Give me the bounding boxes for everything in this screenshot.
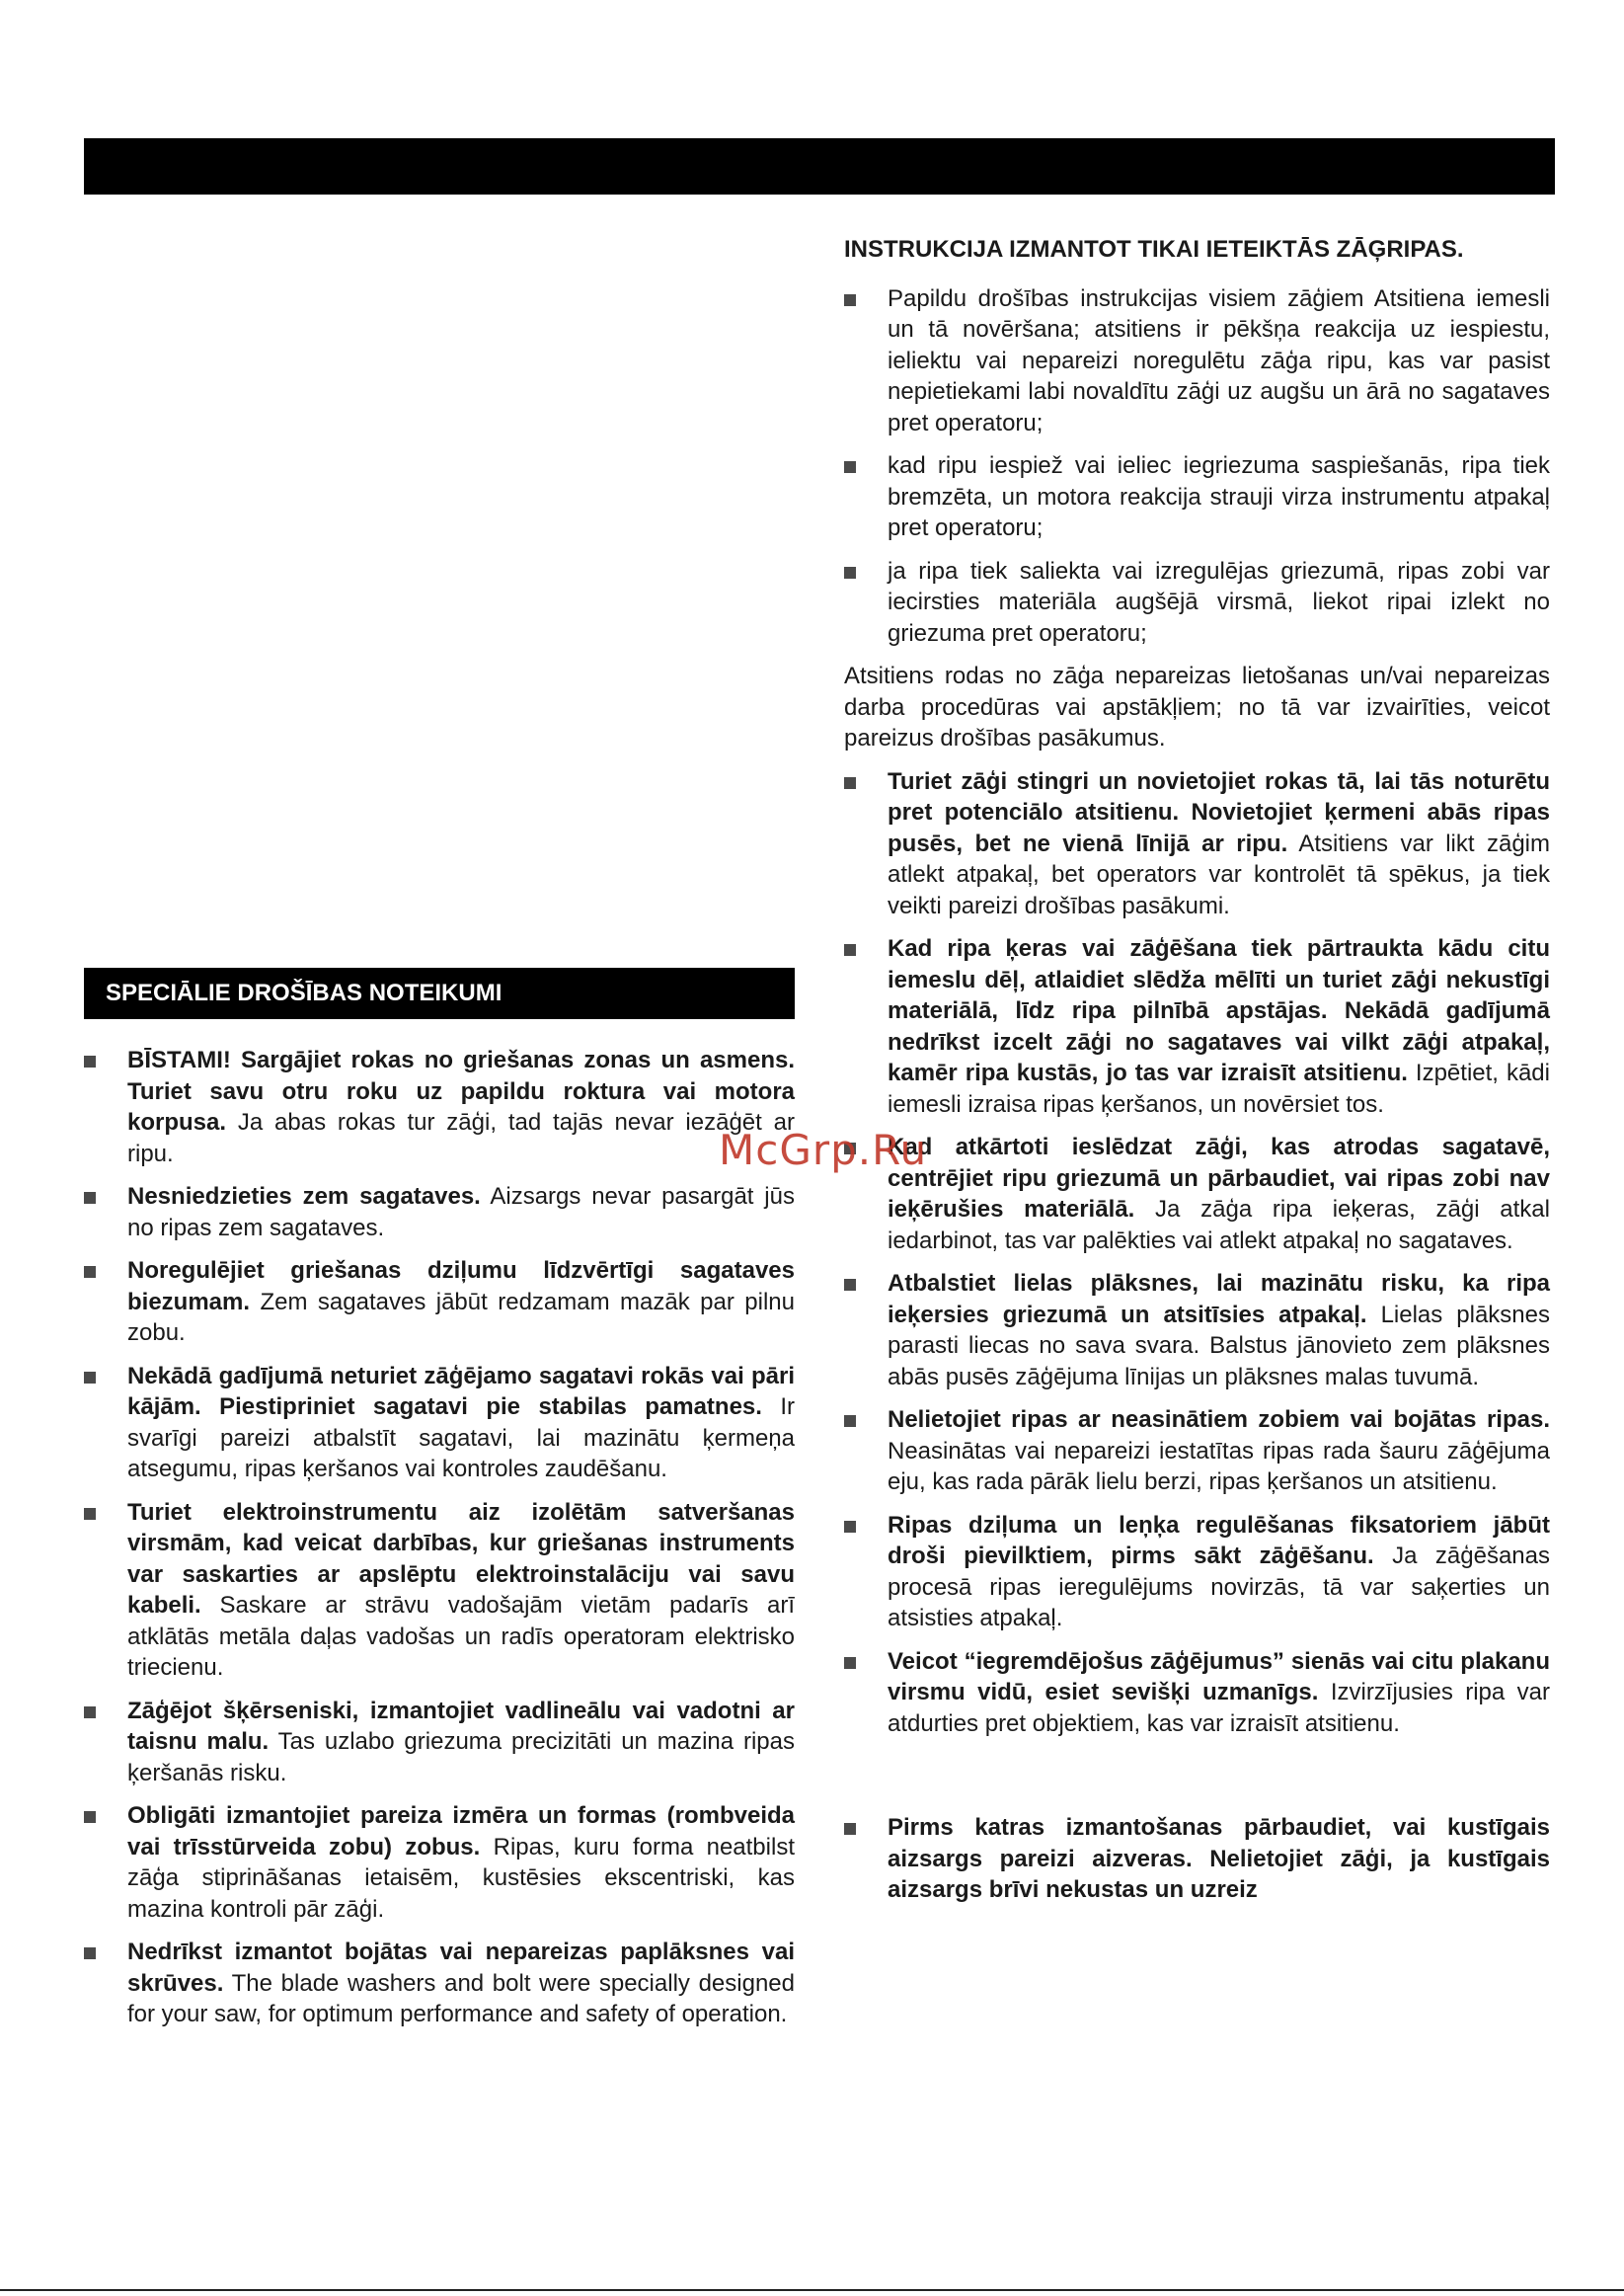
square-bullet-icon: [844, 567, 856, 579]
kickback-prevention-list: [844, 766, 1550, 1740]
square-bullet-icon: [844, 1657, 856, 1669]
item-bold-text: Nedrīkst izmantot bojātas vai nepareizas paplāksnes vai skrūves.: [127, 1939, 795, 1997]
item-text: Aizsargs nevar pasargāt jūs no ripas zem sagataves.: [127, 1183, 795, 1241]
square-bullet-icon: [84, 1192, 96, 1204]
item-bold-text: Pirms katras izmantošanas pārbaudiet, vai kustīgais aizsargs pareizi aizveras. Nelietojiet zāģi, ja kustīgais aizsargs brīvi nekustas un uzreiz: [888, 1814, 1550, 1903]
item-text: ja ripa tiek saliekta vai izregulējas griezumā, ripas zobi var iecirsties materiāla augšējā virsmā, liekot ripai izlekt no griezuma pret operatoru;: [888, 557, 1550, 647]
item-text: Ripas, kuru forma neatbilst zāģa stiprināšanas ietaisēm, kustēsies ekscentriski, kas mazina kontroli pār zāģi.: [127, 1833, 795, 1923]
list-item: [84, 1497, 795, 1684]
watermark: McGrp.Ru: [719, 1126, 928, 1174]
item-text: Neasinātas vai nepareizi iestatītas ripas rada šauru zāģējuma eju, kas rada pārāk lielu berzi, ripas ķeršanos un atsitienu.: [888, 1437, 1550, 1495]
kickback-causes-list: [844, 283, 1550, 650]
item-text: Zem sagataves jābūt redzamam mazāk par pilnu zobu.: [127, 1288, 795, 1346]
item-text: Tas uzlabo griezuma precizitāti un mazina ripas ķeršanās risku.: [127, 1728, 795, 1786]
special-rules-list: [84, 1045, 795, 2030]
square-bullet-icon: [84, 1706, 96, 1718]
square-bullet-icon: [844, 1415, 856, 1427]
item-bold-text: Veicot “iegremdējošus zāģējumus” sienās vai citu plakanu virsmu vidū, esiet sevišķi uzmanīgs.: [888, 1647, 1550, 1705]
list-item: [844, 1132, 1550, 1256]
item-text: Atsitiens var likt zāģim atlekt atpakaļ, bet operators var kontrolēt tā spēkus, ja tiek veikti pareizi drošības pasākumi.: [888, 830, 1550, 919]
item-bold-text: Noregulējiet griešanas dziļumu līdzvērtīgi sagataves biezumam.: [127, 1257, 795, 1315]
item-bold-text: Nelietojiet ripas ar neasinātiem zobiem vai bojātas ripas.: [888, 1406, 1550, 1433]
header-bar: [84, 138, 1555, 195]
list-item: [84, 1937, 795, 2030]
item-text: Izvirzījusies ripa var atdurties pret objektiem, kas var izraisīt atsitienu.: [888, 1679, 1550, 1737]
item-bold-text: Atbalstiet lielas plāksnes, lai mazinātu risku, ka ripa ieķersies griezumā un atsitīsies atpakaļ.: [888, 1270, 1550, 1328]
right-column: [844, 234, 1550, 1918]
item-bold-text: Nesniedzieties zem sagataves.: [127, 1183, 481, 1210]
item-text: Ja abas rokas tur zāģi, tad tajās nevar iezāģēt ar ripu.: [127, 1109, 795, 1167]
item-text: Ja zāģa ripa ieķeras, zāģi atkal iedarbinot, tas var palēkties vai atlekt atpakaļ no sagataves.: [888, 1196, 1550, 1254]
item-bold-text: BĪSTAMI! Sargājiet rokas no griešanas zonas un asmens. Turiet savu otru roku uz papildu roktura vai motora korpusa.: [127, 1047, 795, 1136]
list-item: [84, 1181, 795, 1243]
item-text: Ja zāģēšanas procesā ripas ieregulējums novirzās, tā var saķerties un atsisties atpakaļ.: [888, 1543, 1550, 1631]
list-item: [84, 1696, 795, 1789]
item-text: The blade washers and bolt were specially designed for your saw, for optimum performance and safety of operation.: [127, 1969, 795, 2027]
item-bold-text: Obligāti izmantojiet pareiza izmēra un formas (rombveida vai trīsstūrveida zobu) zobus.: [127, 1802, 795, 1861]
square-bullet-icon: [84, 1266, 96, 1278]
square-bullet-icon: [844, 1521, 856, 1533]
list-item: [844, 1510, 1550, 1634]
guard-check-list: [844, 1812, 1550, 1906]
square-bullet-icon: [844, 944, 856, 956]
spacer: [844, 1751, 1550, 1812]
item-text: Ir svarīgi pareizi atbalstīt sagatavi, lai mazinātu ķermeņa atsegumu, ripas ķeršanos vai kontroles zaudēšanu.: [127, 1393, 796, 1482]
item-text: Izpētiet, kādi iemesli izraisa ripas ķeršanos, un novērsiet tos.: [888, 1060, 1550, 1118]
list-item: [844, 933, 1550, 1120]
list-item: [844, 1812, 1550, 1906]
item-bold-text: Ripas dziļuma un leņķa regulēšanas fiksatoriem jābūt droši pievilktiem, pirms sākt zāģēšanu.: [888, 1511, 1550, 1569]
square-bullet-icon: [844, 1823, 856, 1835]
list-item: [84, 1045, 795, 1169]
item-bold-text: Turiet elektroinstrumentu aiz izolētām satveršanas virsmām, kad veicat darbības, kur griešanas instruments var saskarties ar apslēptu elektroinstalāciju vai savu kabeli.: [127, 1498, 795, 1619]
left-column: [84, 968, 795, 2042]
square-bullet-icon: [844, 777, 856, 789]
list-item: [844, 1268, 1550, 1392]
square-bullet-icon: [844, 461, 856, 473]
list-item: [844, 556, 1550, 650]
item-bold-text: Zāģējot šķērseniski, izmantojiet vadlineālu vai vadotni ar taisnu malu.: [127, 1697, 795, 1755]
square-bullet-icon: [844, 294, 856, 306]
square-bullet-icon: [84, 1947, 96, 1959]
square-bullet-icon: [84, 1056, 96, 1068]
item-text: Lielas plāksnes parasti liecas no sava svara. Balstus jānovieto zem plāksnes abās pusēs zāģējuma līnijas un plāksnes malas tuvumā.: [888, 1301, 1550, 1390]
square-bullet-icon: [84, 1811, 96, 1823]
list-item: [844, 283, 1550, 439]
item-text: Saskare ar strāvu vadošajām vietām padarīs arī atklātās metāla daļas vadošas un radīs operatoram elektrisko triecienu.: [127, 1592, 795, 1681]
item-bold-text: Kad ripa ķeras vai zāģēšana tiek pārtraukta kādu citu iemeslu dēļ, atlaidiet slēdža mēlīti un turiet zāģi nekustīgi materiālā, līdz ripa pilnībā apstājas. Nekādā gadījumā nedrīkst izcelt zāģi no sagataves vai vilkt zāģi atpakaļ, kamēr ripa kustās, jo tas var izraisīt atsitienu.: [888, 935, 1550, 1086]
list-item: [844, 450, 1550, 544]
list-item: [844, 1646, 1550, 1740]
list-item: [84, 1800, 795, 1925]
list-item: [844, 766, 1550, 922]
kickback-paragraph: Atsitiens rodas no zāģa nepareizas lietošanas un/vai nepareizas darba procedūras vai apstākļiem; no tā var izvairīties, veicot pareizus drošības pasākumus.: [844, 663, 1550, 752]
list-item: [844, 1404, 1550, 1498]
item-text: kad ripu iespiež vai ieliec iegriezuma saspiešanās, ripa tiek bremzēta, un motora reakcija strauji virza instrumentu atpakaļ pret operatoru;: [888, 452, 1550, 541]
section-title: SPECIĀLIE DROŠĪBAS NOTEIKUMI: [84, 968, 795, 1019]
list-item: [84, 1361, 795, 1485]
item-bold-text: Kad atkārtoti ieslēdzat zāģi, kas atrodas sagatavē, centrējiet ripu griezumā un pārbaudiet, vai ripas zobi nav ieķērušies materiālā.: [888, 1134, 1550, 1223]
item-bold-text: Nekādā gadījumā neturiet zāģējamo sagatavi rokās vai pāri kājām. Piestipriniet sagatavi pie stabilas pamatnes.: [127, 1362, 795, 1420]
item-bold-text: Turiet zāģi stingri un novietojiet rokas tā, lai tās noturētu pret potenciālo atsitienu. Novietojiet ķermeni abās ripas pusēs, bet ne vienā līnijā ar ripu.: [888, 767, 1550, 857]
square-bullet-icon: [844, 1279, 856, 1291]
section-heading: INSTRUKCIJA IZMANTOT TIKAI IETEIKTĀS ZĀĢRIPAS.: [844, 236, 1464, 263]
square-bullet-icon: [84, 1508, 96, 1520]
bottom-rule: [0, 2289, 1624, 2291]
item-text: Papildu drošības instrukcijas visiem zāģiem Atsitiena iemesli un tā novēršana; atsitiens ir pēkšņa reakcija uz iespiestu, ieliektu vai nepareizi noregulētu zāģa ripu, kas var pasist nepietiekami labi novaldītu zāģi uz augšu un ārā no sagataves pret operatoru;: [888, 284, 1550, 436]
square-bullet-icon: [84, 1372, 96, 1384]
list-item: [84, 1255, 795, 1349]
